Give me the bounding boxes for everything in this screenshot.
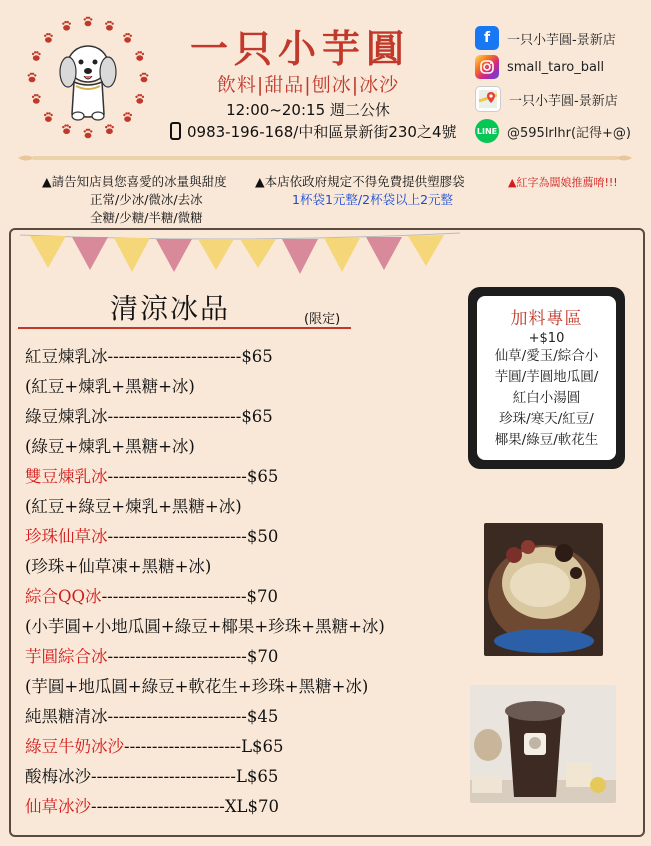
menu-item <box>25 733 284 757</box>
menu-item-name: 珍珠仙草冰 <box>25 527 108 546</box>
menu-item-price: L$65 <box>235 767 279 786</box>
shaved-ice-photo <box>484 523 603 656</box>
facebook-link[interactable] <box>475 26 616 50</box>
toppings-card <box>477 296 616 460</box>
menu-item-name: 綠豆煉乳冰 <box>25 407 108 426</box>
line-label: @595lrlhr(記得+@) <box>507 125 632 141</box>
phone-icon <box>170 122 181 140</box>
section-title: 清涼冰品 <box>110 292 231 325</box>
toppings-line: 珍珠/寒天/紅豆/ <box>499 411 594 427</box>
ice-options: 正常/少冰/微冰/去冰 <box>90 192 203 207</box>
menu-item-name: 仙草冰沙 <box>25 797 91 816</box>
menu-item-name: 紅豆煉乳冰 <box>25 347 108 366</box>
menu-item-price: $70 <box>246 587 279 606</box>
shop-name: 一只小芋圓 <box>189 26 410 71</box>
menu-item <box>25 793 279 817</box>
menu-item-price: L$65 <box>241 737 284 756</box>
toppings-line: 紅白小湯圓 <box>512 390 581 406</box>
bunting-flags <box>20 230 460 280</box>
menu-item-description: (珍珠+仙草凍+黑糖+冰) <box>25 557 212 576</box>
menu-item-price: $65 <box>246 467 279 486</box>
toppings-price: +$10 <box>528 331 565 346</box>
menu-item-description: (小芋圓+小地瓜圓+綠豆+椰果+珍珠+黑糖+冰) <box>25 617 385 636</box>
menu-item <box>25 463 278 487</box>
dog-logo-icon <box>24 14 152 142</box>
menu-item-name: 雙豆煉乳冰 <box>25 467 108 486</box>
menu-item-price: $45 <box>246 707 279 726</box>
menu-item-description: (紅豆+綠豆+煉乳+黑糖+冰) <box>25 497 242 516</box>
menu-item <box>25 763 278 787</box>
menu-item-dashes: ------------------------ <box>107 407 242 426</box>
menu-item-dashes: ------------------------- <box>107 647 247 666</box>
menu-item-dashes: ------------------------ <box>91 797 225 816</box>
menu-item <box>25 703 278 727</box>
map-pin-icon <box>475 86 501 112</box>
instagram-link[interactable] <box>475 55 604 79</box>
maps-link[interactable] <box>475 86 618 112</box>
menu-item-description: (綠豆+煉乳+黑糖+冰) <box>25 437 195 456</box>
menu-item-description: (芋圓+地瓜圓+綠豆+軟花生+珍珠+黑糖+冰) <box>25 677 369 696</box>
instagram-icon <box>475 55 499 79</box>
ice-sugar-tip: ▲請告知店員您喜愛的冰量與甜度 <box>42 174 227 189</box>
menu-item-dashes: ------------------------- <box>107 467 247 486</box>
sugar-options: 全糖/少糖/半糖/微糖 <box>90 210 203 225</box>
toppings-line: 芋圓/芋圓地瓜圓/ <box>494 369 599 385</box>
menu-item-price: XL$70 <box>224 797 280 816</box>
section-underline <box>18 327 351 329</box>
menu-item-dashes: --------------------- <box>124 737 242 756</box>
menu-item-dashes: ------------------------ <box>107 347 242 366</box>
menu-item-dashes: -------------------------- <box>91 767 236 786</box>
menu-item-price: $70 <box>246 647 279 666</box>
facebook-label: 一只小芋圓-景新店 <box>507 32 616 48</box>
menu-item <box>25 583 278 607</box>
opening-hours: 12:00~20:15 週二公休 <box>226 101 390 119</box>
recommended-note: ▲紅字為闆娘推薦唷!!! <box>508 176 618 189</box>
bag-policy: ▲本店依政府規定不得免費提供塑膠袋 <box>255 174 465 189</box>
menu-item-dashes: ------------------------- <box>107 527 247 546</box>
menu-item-name: 酸梅冰沙 <box>25 767 91 786</box>
line-link[interactable] <box>475 119 631 143</box>
menu-item-name: 芋圓綜合冰 <box>25 647 108 666</box>
menu-item-dashes: -------------------------- <box>101 587 247 606</box>
menu-item-name: 綜合QQ冰 <box>25 587 102 606</box>
line-icon: LINE <box>475 119 499 143</box>
menu-item-description: (紅豆+煉乳+黑糖+冰) <box>25 377 195 396</box>
menu-item <box>25 523 278 547</box>
menu-item-price: $65 <box>241 407 273 426</box>
toppings-line: 椰果/綠豆/軟花生 <box>494 432 599 448</box>
menu-item-name: 純黑糖清冰 <box>25 707 108 726</box>
menu-item-price: $65 <box>241 347 273 366</box>
menu-item-price: $50 <box>246 527 279 546</box>
shop-tagline: 飲料|甜品|刨冰|冰沙 <box>216 74 400 96</box>
bag-price: 1杯袋1元整/2杯袋以上2元整 <box>292 192 454 207</box>
maps-label: 一只小芋圓-景新店 <box>509 93 618 109</box>
menu-item-name: 綠豆牛奶冰沙 <box>25 737 124 756</box>
phone-address-text: 0983-196-168/中和區景新街230之4號 <box>187 122 457 141</box>
limited-label: (限定) <box>304 312 341 327</box>
menu-item <box>25 343 273 367</box>
toppings-line: 仙草/愛玉/綜合小 <box>494 348 599 364</box>
phone-address <box>170 121 457 141</box>
facebook-icon: f <box>475 26 499 50</box>
menu-item-dashes: ------------------------- <box>107 707 247 726</box>
toppings-box <box>468 287 625 469</box>
decorative-divider <box>18 153 632 163</box>
smoothie-cup-photo <box>470 685 616 803</box>
toppings-title: 加料專區 <box>510 309 583 329</box>
menu-item <box>25 403 273 427</box>
instagram-label: small_taro_ball <box>507 59 605 75</box>
menu-item <box>25 643 278 667</box>
